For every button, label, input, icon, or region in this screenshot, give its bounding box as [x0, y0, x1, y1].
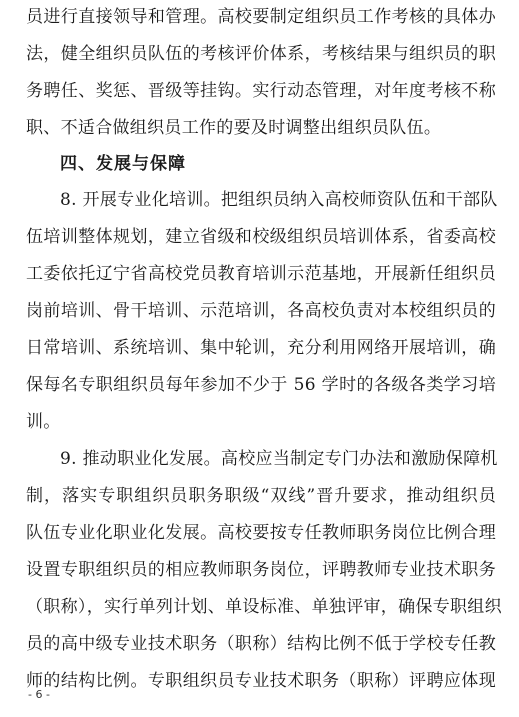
text-line: 岗前培训、骨干培训、示范培训，各高校负责对本校组织员的 [26, 301, 496, 321]
page-number: - 6 - [28, 688, 50, 701]
paragraph-start: 9. 推动职业化发展。高校应当制定专门办法和激励保障机 [60, 449, 498, 469]
text-line: 日常培训、系统培训、集中轮训，充分利用网络开展培训，确 [26, 338, 496, 358]
text-line: 员的高中级专业技术职务（职称）结构比例不低于学校专任教 [26, 634, 496, 654]
text-line: 队伍专业化职业化发展。高校要按专任教师职务岗位比例合理 [26, 523, 496, 543]
text-line: 员进行直接领导和管理。高校要制定组织员工作考核的具体办 [26, 7, 496, 27]
paragraph-start: 8. 开展专业化培训。把组织员纳入高校师资队伍和干部队 [60, 190, 498, 210]
text-line: 法，健全组织员队伍的考核评价体系，考核结果与组织员的职 [26, 44, 496, 64]
text-line: 职、不适合做组织员工作的要及时调整出组织员队伍。 [26, 118, 442, 138]
text-line: 训。 [26, 412, 61, 432]
section-heading: 四、发展与保障 [60, 154, 186, 174]
text-line: 务聘任、奖惩、晋级等挂钩。实行动态管理，对年度考核不称 [26, 81, 496, 101]
text-line: 伍培训整体规划，建立省级和校级组织员培训体系，省委高校 [26, 227, 496, 247]
text-line: （职称），实行单列计划、单设标准、单独评审，确保专职组织 [26, 597, 502, 617]
text-line: 设置专职组织员的相应教师职务岗位，评聘教师专业技术职务 [26, 560, 496, 580]
text-line: 师的结构比例。专职组织员专业技术职务（职称）评聘应体现 [26, 671, 496, 691]
text-line: 工委依托辽宁省高校党员教育培训示范基地，开展新任组织员 [26, 264, 496, 284]
text-line: 保每名专职组织员每年参加不少于 56 学时的各级各类学习培 [26, 375, 496, 395]
text-line: 制，落实专职组织员职务职级“双线”晋升要求，推动组织员 [26, 486, 496, 506]
